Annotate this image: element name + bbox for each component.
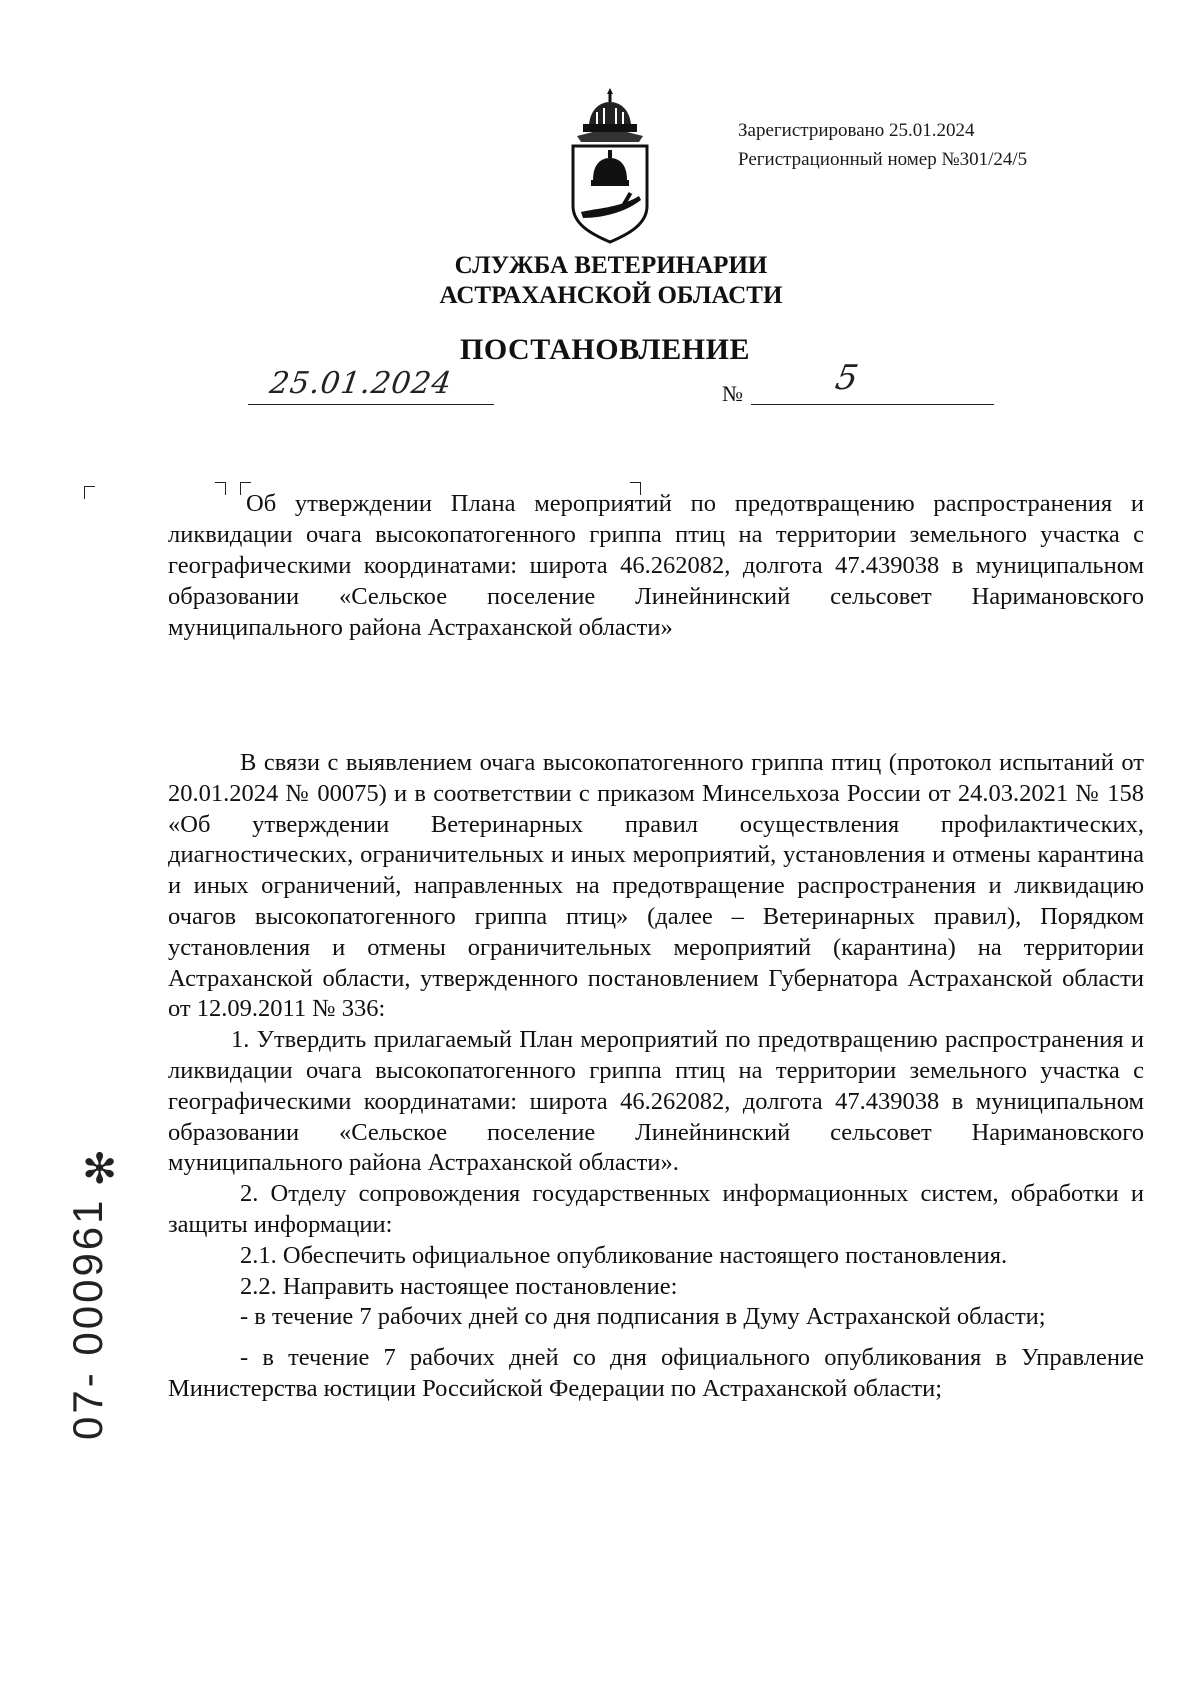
item-2-1: 2.1. Обеспечить официальное опубликование настоящего постановления. — [240, 1241, 1008, 1269]
left-margin-corner-mark — [84, 486, 95, 499]
handwritten-date: 25.01.2024 — [267, 366, 455, 401]
organization-name — [0, 251, 1200, 311]
org-line-2: АСТРАХАНСКОЙ ОБЛАСТИ — [439, 282, 783, 309]
margin-stamp-number: 07- 000961 — [64, 1197, 111, 1440]
document-subject: Об утверждении Плана мероприятий по предотвращению распространения и ликвидации очага высокопатогенного гриппа птиц на территории земельного участка с географическими координатами: широта 46.262082, долгота 47.439038 в муниципальном образовании «Сельское поселение Линейнинский сельсовет Наримановского муниципального района Астраханской области» — [168, 490, 1144, 641]
number-label: № — [722, 381, 743, 406]
item-2: 2. Отделу сопровождения государственных информационных систем, обработки и защиты информации: — [168, 1180, 1144, 1238]
preamble-paragraph: В связи с выявлением очага высокопатогенного гриппа птиц (протокол испытаний от 20.01.2024 № 00075) и в соответствии с приказом Минсельхоза России от 24.03.2021 № 158 «Об утверждении Ветеринарных правил осуществления профилактических, диагностических, ограничительных и иных мероприятий, установления и отмены карантина и иных ограничений, направленных на предотвращение распространения и ликвидацию очагов высокопатогенного гриппа птиц» (далее – Ветеринарных правил), Порядком установления и отмены ограничительных мероприятий (карантина) на территории Астраханской области, утвержденного постановлением Губернатора Астраханской области от 12.09.2011 № 336: — [168, 749, 1144, 1023]
date-underline — [248, 404, 494, 405]
item-2-2-a: - в течение 7 рабочих дней со дня подписания в Думу Астраханской области; — [240, 1303, 1046, 1331]
org-line-1: СЛУЖБА ВЕТЕРИНАРИИ — [454, 252, 768, 279]
item-2-2-b: - в течение 7 рабочих дней со дня официального опубликования в Управление Министерства юстиции Российской Федерации по Астраханской области; — [168, 1344, 1144, 1402]
registration-stamp — [738, 116, 1027, 174]
item-1: 1. Утвердить прилагаемый План мероприятий по предотвращению распространения и ликвидации очага высокопатогенного гриппа птиц на территории земельного участка с географическими координатами: широта 46.262082, долгота 47.439038 в муниципальном образовании «Сельское поселение Линейнинский сельсовет Наримановского муниципального района Астраханской области». — [168, 1026, 1144, 1177]
registration-date: Зарегистрировано 25.01.2024 — [738, 120, 975, 141]
number-underline — [751, 404, 994, 405]
coat-of-arms-icon — [567, 84, 653, 246]
registration-number: Регистрационный номер №301/24/5 — [738, 149, 1028, 170]
item-2-2: 2.2. Направить настоящее постановление: — [240, 1272, 678, 1300]
document-body — [168, 748, 1144, 1405]
document-type: ПОСТАНОВЛЕНИЕ — [460, 333, 750, 366]
handwritten-number: 5 — [832, 358, 862, 398]
margin-asterisk-mark: ✻ — [82, 1147, 118, 1193]
